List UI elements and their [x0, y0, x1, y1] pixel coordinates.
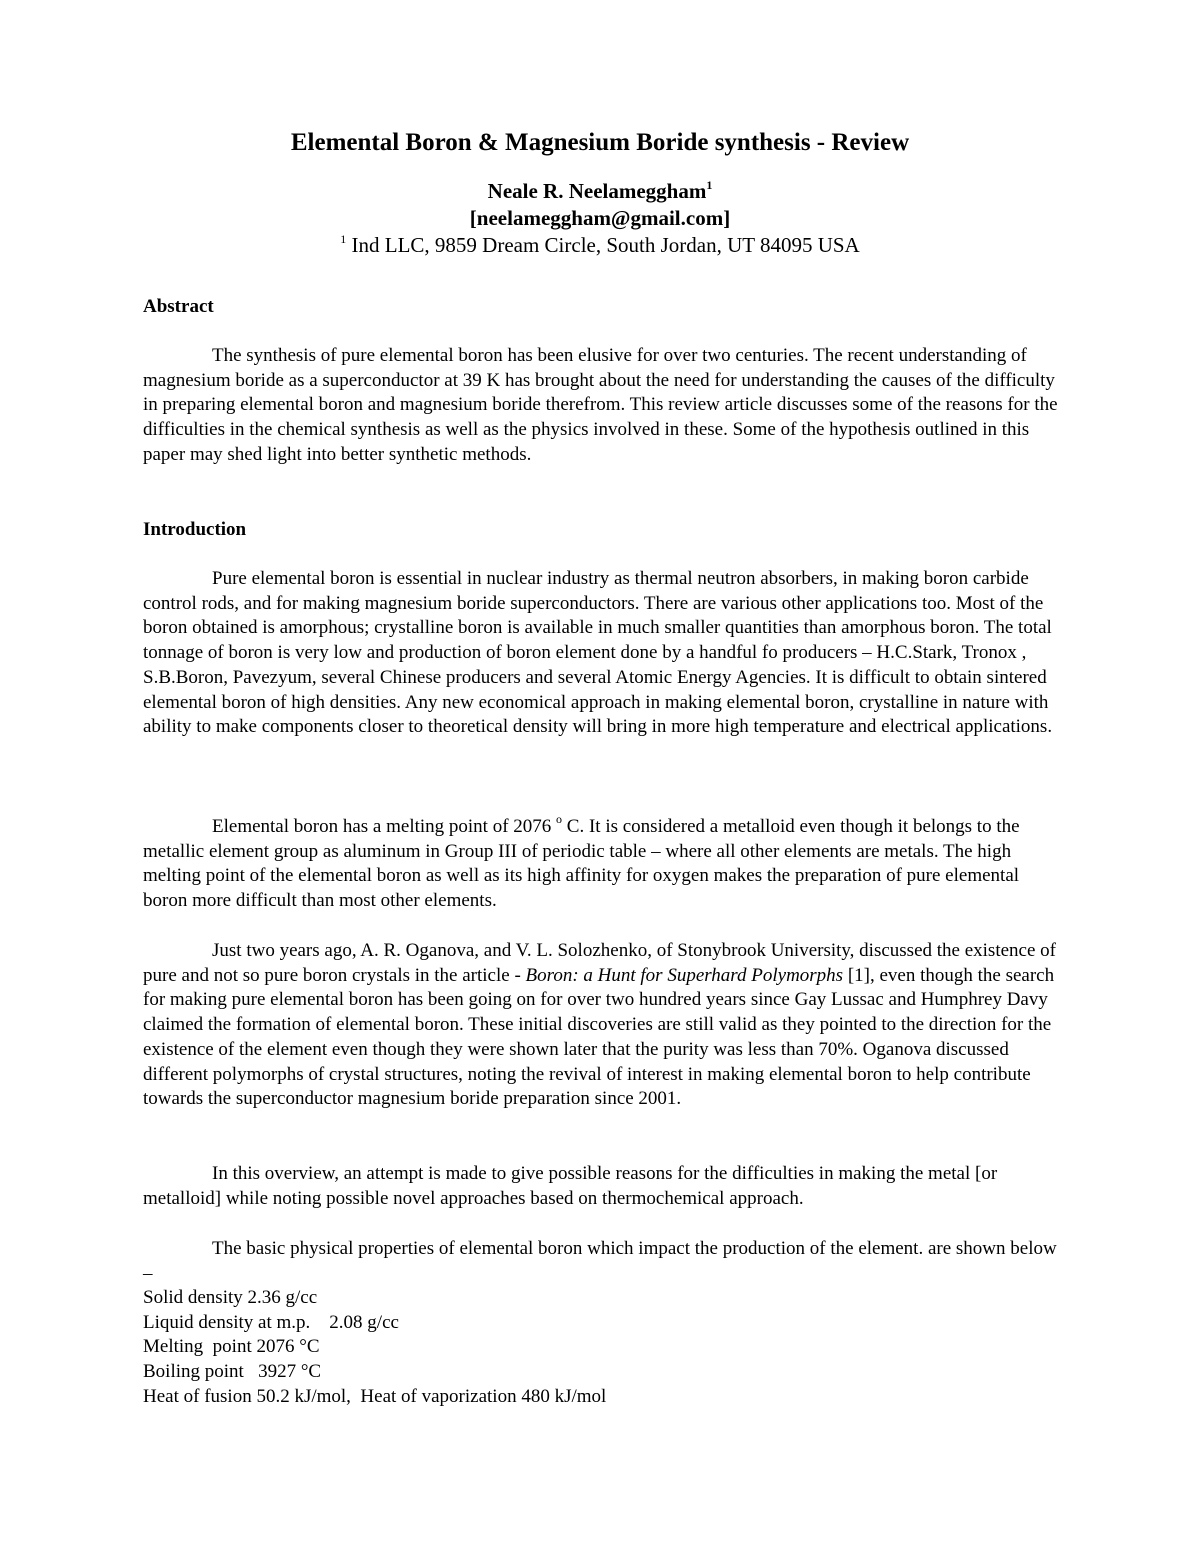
intro-p1-text: Pure elemental boron is essential in nuclear industry as thermal neutron absorbers, in making boron carbide control rods, and for making magnesium boride superconductors. There are various other applications too. Most of the boron obtained is amorphous; crystalline boron is available in much smaller quantities than amorphous boron. The total tonnage of boron is very low and production of boron element done by a handful fo producers – H.C.Stark, Tronox , S.B.Boron, Pavezyum, several Chinese producers and several Atomic Energy Agencies. It is difficult to obtain sintered elemental boron of high densities. Any new economical approach in making elemental boron, crystalline in nature with ability to make components closer to theoretical density will bring in more high temperature and electrical applications.	[143, 568, 1053, 738]
properties-list	[143, 1286, 1063, 1410]
property-melting-point: Melting point 2076 °C	[143, 1336, 320, 1358]
property-boiling-point: Boiling point 3927 °C	[143, 1361, 322, 1383]
intro-paragraph-2	[143, 812, 1063, 914]
abstract-heading: Abstract	[143, 296, 214, 317]
author-name: Neale R. Neelameggham	[487, 179, 707, 203]
property-solid-density: Solid density 2.36 g/cc	[143, 1287, 318, 1308]
intro-p2-text-a: Elemental boron has a melting point of 2076	[212, 816, 557, 837]
author-block	[0, 178, 1200, 259]
author-superscript: 1	[706, 178, 713, 192]
property-heats: Heat of fusion 50.2 kJ/mol, Heat of vaporization 480 kJ/mol	[143, 1385, 607, 1407]
intro-p2-text-b: C. It is considered a metalloid even though it belongs to the metallic element group as aluminum in Group III of periodic table – where all other elements are metals. The high melting point of the elemental boron as well as its high affinity for oxygen makes the preparation of pure elemental boron more difficult than most other elements.	[143, 816, 1020, 912]
intro-p4-text: In this overview, an attempt is made to give possible reasons for the difficulties in making the metal [or metalloid] while noting possible novel approaches based on thermochemical approach.	[143, 1163, 998, 1209]
author-email: [neelameggham@gmail.com]	[469, 206, 731, 230]
article-title-italic: Boron: a Hunt for Superhard Polymorphs	[525, 964, 844, 986]
intro-p5-text: The basic physical properties of elemental boron which impact the production of the element. are shown below –	[143, 1238, 1057, 1284]
abstract-text: The synthesis of pure elemental boron has been elusive for over two centuries. The recent understanding of magnesium boride as a superconductor at 39 K has brought about the need for understanding the causes of the difficulty in preparing elemental boron and magnesium boride therefrom. This review article discusses some of the reasons for the difficulties in the chemical synthesis as well as the physics involved in these. Some of the hypothesis outlined in this paper may shed light into better synthetic methods.	[143, 345, 1058, 465]
intro-paragraph-4	[143, 1162, 1063, 1211]
affiliation-mark: 1	[340, 232, 347, 246]
intro-paragraph-5	[143, 1237, 1063, 1286]
introduction-heading: Introduction	[143, 519, 247, 540]
property-liquid-density: Liquid density at m.p. 2.08 g/cc	[143, 1311, 399, 1333]
paper-title: Elemental Boron & Magnesium Boride synthesis - Review	[290, 129, 910, 156]
degree-superscript: o	[556, 812, 563, 826]
intro-p3-text-b: [1], even though the search for making pure elemental boron has been going on for over two hundred years since Gay Lussac and Humphrey Davy claimed the formation of elemental boron. These initial discoveries are still valid as they pointed to the direction for the existence of the element even though they were shown later that the purity was less than 70%. Oganova discussed different polymorphs of crystal structures, noting the revival of interest in making elemental boron to help contribute towards the superconductor magnesium boride preparation since 2001.	[143, 964, 1055, 1110]
intro-paragraph-1	[143, 567, 1063, 740]
affiliation-line	[0, 232, 1200, 259]
author-line	[0, 178, 1200, 205]
abstract-paragraph	[143, 344, 1063, 468]
affiliation-text: Ind LLC, 9859 Dream Circle, South Jordan, UT 84095 USA	[346, 233, 860, 257]
intro-p3-text-a: Just two years ago, A. R. Oganova, and V. L. Solozhenko, of Stonybrook University, discussed the existence of pure and not so pure boron crystals in the article -	[143, 940, 1056, 986]
intro-paragraph-3	[143, 939, 1063, 1112]
